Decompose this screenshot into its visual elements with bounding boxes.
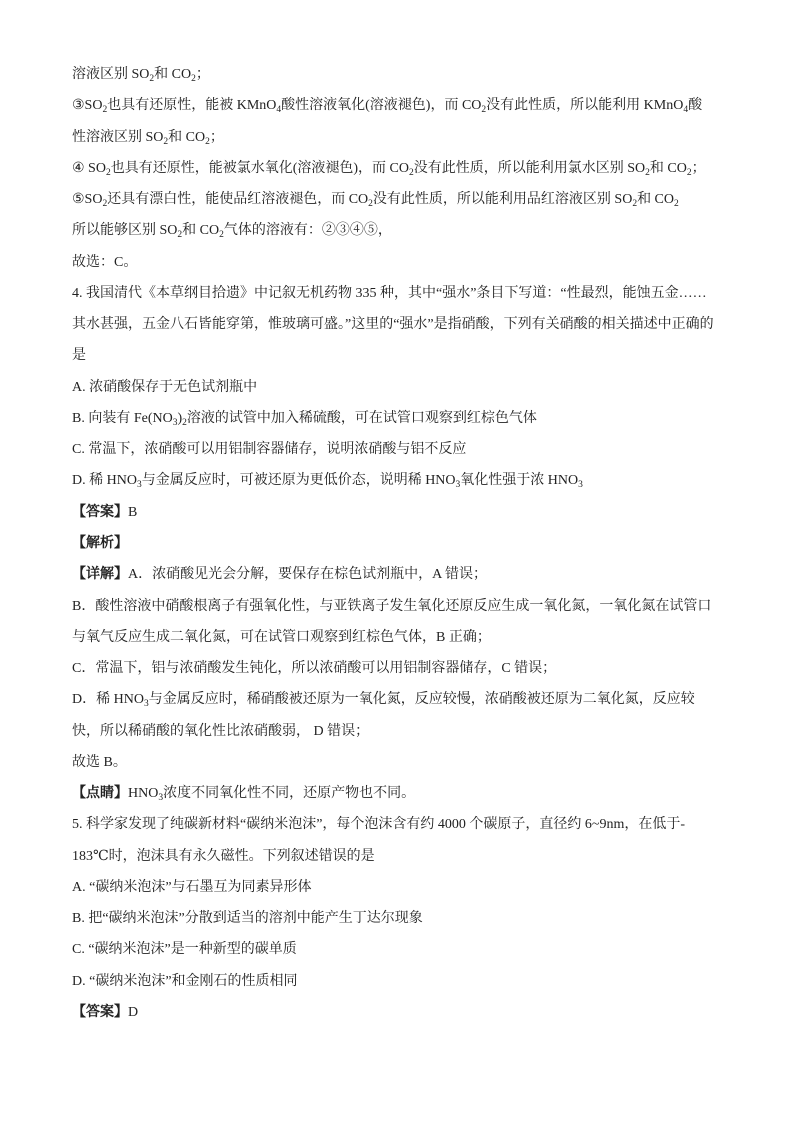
text-run: C．常温下，铝与浓硝酸发生钝化，所以浓硝酸可以用铝制容器储存，C 错误； bbox=[72, 661, 557, 677]
text-run: 快，所以稀硝酸的氧化性比浓硝酸弱， D 错误； bbox=[72, 723, 370, 739]
text-run: 还具有漂白性，能使品红溶液褪色，而 CO bbox=[107, 192, 369, 208]
text-run: 浓度不同氧化性不同，还原产物也不同。 bbox=[163, 786, 416, 802]
solution-line bbox=[72, 122, 732, 153]
question-stem bbox=[72, 841, 732, 872]
text-run: B. 向装有 Fe(NO bbox=[72, 410, 173, 426]
subscript: 2 bbox=[163, 136, 169, 147]
text-run: D. 稀 HNO bbox=[72, 473, 137, 489]
option-a bbox=[72, 372, 732, 403]
option-d bbox=[72, 966, 732, 997]
question-stem bbox=[72, 809, 732, 840]
text-run: A. 浓硝酸保存于无色试剂瓶中 bbox=[72, 379, 258, 395]
subscript: 2 bbox=[182, 417, 187, 428]
text-run: 183℃时，泡沫具有永久磁性。下列叙述错误的是 bbox=[72, 848, 375, 864]
explanation-line bbox=[72, 622, 732, 653]
subscript: 3 bbox=[143, 699, 149, 710]
answer-line bbox=[72, 997, 732, 1028]
bold-label: 【点睛】 bbox=[72, 786, 128, 802]
answer-line bbox=[72, 497, 732, 528]
subscript: 2 bbox=[105, 167, 111, 178]
text-run: 没有此性质，所以能利用氯水区别 SO bbox=[413, 160, 646, 176]
text-run: A．浓硝酸见光会分解，要保存在棕色试剂瓶中，A 错误； bbox=[128, 567, 487, 583]
text-run: A. “碳纳米泡沫”与石墨互为同素异形体 bbox=[72, 879, 312, 895]
subscript: 3 bbox=[172, 417, 178, 428]
text-run: B．酸性溶液中硝酸根离子有强氧化性，与亚铁离子发生氧化还原反应生成一氧化氮，一氧化氮在试管口 bbox=[72, 598, 712, 614]
text-run: 所以能够区别 SO bbox=[72, 223, 178, 239]
bold-label: 【详解】 bbox=[72, 567, 128, 583]
text-run: 5. 科学家发现了纯碳新材料“碳纳米泡沫”，每个泡沫含有约 4000 个碳原子，直径约 6~9nm，在低于- bbox=[72, 817, 686, 833]
text-run: 4. 我国清代《本草纲目拾遗》中记叙无机药物 335 种，其中“强水”条目下写道：“性最烈，能蚀五金…… bbox=[72, 285, 707, 301]
final-choice bbox=[72, 247, 732, 278]
text-run: 氧化性强于浓 HNO bbox=[460, 473, 579, 489]
subscript: 2 bbox=[177, 230, 183, 241]
question-4 bbox=[72, 278, 732, 810]
text-run: ③SO bbox=[72, 98, 103, 114]
text-run: ； bbox=[691, 160, 706, 176]
solution-line bbox=[72, 215, 732, 246]
explanation-line bbox=[72, 684, 732, 715]
text-run: 与金属反应时，稀硝酸被还原为一氧化氮，反应较慢，浓硝酸被还原为二氧化氮，反应较 bbox=[148, 692, 695, 708]
subscript: 3 bbox=[578, 480, 583, 491]
tip-line bbox=[72, 778, 732, 809]
text-run: 和 CO bbox=[649, 160, 687, 176]
text-run: 也具有还原性，能被氯水氧化(溶液褪色)，而 CO bbox=[110, 160, 409, 176]
text-run: 气体的溶液有：②③④⑤， bbox=[223, 223, 392, 239]
subscript: 2 bbox=[205, 136, 210, 147]
text-run: B. 把“碳纳米泡沫”分散到适当的溶剂中能产生丁达尔现象 bbox=[72, 911, 423, 927]
text-run: 酸性溶液氧化(溶液褪色)，而 CO bbox=[281, 98, 482, 114]
subscript: 2 bbox=[481, 105, 487, 116]
text-run: ⑤SO bbox=[72, 192, 103, 208]
question-stem bbox=[72, 309, 732, 340]
text-run: 和 CO bbox=[168, 129, 206, 145]
text-run: 没有此性质，所以能利用 KMnO bbox=[486, 98, 684, 114]
explanation-line bbox=[72, 716, 732, 747]
subscript: 2 bbox=[645, 167, 650, 178]
text-run: 与金属反应时，可被还原为更低价态，说明稀 HNO bbox=[141, 473, 456, 489]
option-b bbox=[72, 903, 732, 934]
text-run: 是 bbox=[72, 348, 86, 364]
text-run: 故选 B。 bbox=[72, 754, 127, 770]
subscript: 3 bbox=[455, 480, 461, 491]
text-run: 和 CO bbox=[637, 192, 675, 208]
subscript: 2 bbox=[102, 105, 108, 116]
text-run: B bbox=[128, 504, 138, 520]
subscript: 3 bbox=[136, 480, 142, 491]
text-run: ； bbox=[195, 67, 210, 82]
subscript: 2 bbox=[219, 230, 224, 241]
subscript: 3 bbox=[158, 793, 164, 804]
text-run: 故选：C。 bbox=[72, 254, 138, 270]
subscript: 2 bbox=[632, 199, 638, 210]
option-a bbox=[72, 872, 732, 903]
subscript: 4 bbox=[683, 105, 689, 116]
text-run: D．稀 HNO bbox=[72, 692, 144, 708]
text-run: 与氧气反应生成二氧化氮，可在试管口观察到红棕色气体，B 正确； bbox=[72, 629, 491, 645]
text-run: ④ SO bbox=[72, 160, 106, 176]
text-run: D. “碳纳米泡沫”和金刚石的性质相同 bbox=[72, 973, 298, 989]
explanation-line bbox=[72, 653, 732, 684]
page-content bbox=[72, 59, 732, 1028]
explanation-line bbox=[72, 559, 732, 590]
subscript: 2 bbox=[191, 74, 196, 84]
subscript: 2 bbox=[686, 167, 692, 178]
text-run: 没有此性质，所以能利用品红溶液区别 SO bbox=[372, 192, 633, 208]
question-5 bbox=[72, 809, 732, 1028]
text-run: C. “碳纳米泡沫”是一种新型的碳单质 bbox=[72, 942, 297, 958]
text-run: 溶液的试管中加入稀硫酸，可在试管口观察到红棕色气体 bbox=[186, 410, 537, 426]
text-run: 其水甚强，五金八石皆能穿第，惟玻璃可盛。”这里的“强水”是指硝酸，下列有关硝酸的相关描述中正确的 bbox=[72, 317, 714, 333]
text-run: 酸 bbox=[688, 98, 703, 114]
solution-line bbox=[72, 184, 732, 215]
text-run: 溶液区别 SO bbox=[72, 67, 150, 82]
explanation-line bbox=[72, 591, 732, 622]
text-run: 也具有还原性，能被 KMnO bbox=[107, 98, 277, 114]
subscript: 2 bbox=[408, 167, 414, 178]
option-b bbox=[72, 403, 732, 434]
text-run: 性溶液区别 SO bbox=[72, 129, 164, 145]
bold-label: 【答案】 bbox=[72, 504, 128, 520]
text-run: ) bbox=[177, 410, 183, 426]
final-choice bbox=[72, 747, 732, 778]
text-run: ； bbox=[209, 129, 224, 145]
question-3-solution-tail bbox=[72, 59, 732, 278]
text-run: D bbox=[128, 1004, 139, 1020]
subscript: 4 bbox=[276, 105, 282, 116]
subscript: 2 bbox=[368, 199, 373, 210]
option-c bbox=[72, 434, 732, 465]
bold-label: 【解析】 bbox=[72, 535, 128, 551]
text-run: HNO bbox=[128, 786, 159, 802]
bold-label: 【答案】 bbox=[72, 1004, 128, 1020]
question-stem bbox=[72, 278, 732, 309]
option-d bbox=[72, 465, 732, 496]
text-run: C. 常温下，浓硝酸可以用铝制容器储存，说明浓硝酸与铝不反应 bbox=[72, 442, 467, 458]
option-c bbox=[72, 934, 732, 965]
subscript: 2 bbox=[102, 199, 108, 210]
solution-line bbox=[72, 153, 732, 184]
text-run: 和 CO bbox=[154, 67, 192, 82]
analysis-heading bbox=[72, 528, 732, 559]
text-run: 和 CO bbox=[182, 223, 220, 239]
question-stem bbox=[72, 340, 732, 371]
solution-line bbox=[72, 90, 732, 121]
subscript: 2 bbox=[674, 199, 679, 210]
solution-line bbox=[72, 59, 732, 90]
subscript: 2 bbox=[149, 74, 155, 84]
